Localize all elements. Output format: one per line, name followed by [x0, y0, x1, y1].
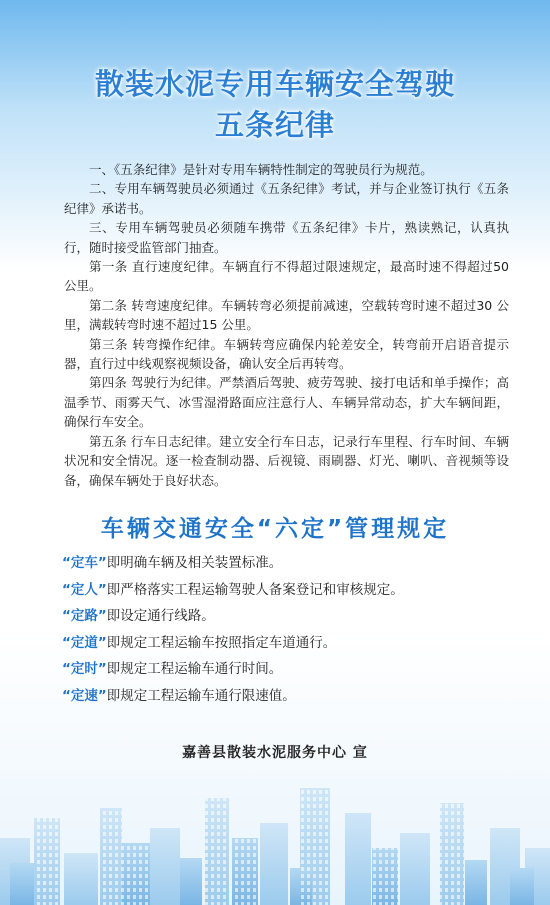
rule-text: 即严格落实工程运输驾驶人备案登记和审核规定。: [106, 581, 404, 598]
section-title: 车辆交通安全“六定”管理规定: [100, 516, 450, 542]
rule-text: 即明确车辆及相关装置标准。: [106, 555, 283, 571]
list-item: [62, 552, 502, 579]
list-item: [62, 658, 502, 685]
rule-key: “定车”: [62, 555, 107, 571]
rule-paragraph: 第三条 转弯操作纪律。车辆转弯应确保内轮差安全，转弯前开启语音提示器，直行过中线观察视频设备，确认安全后再转弯。: [64, 336, 509, 372]
rule-paragraph: 第四条 驾驶行为纪律。严禁酒后驾驶、疲劳驾驶、接打电话和单手操作；高温季节、雨雾天气、冰雪湿滑路面应注意行人、车辆异常动态，扩大车辆间距，确保行车安全。: [64, 375, 509, 430]
rule-key: “定时”: [62, 661, 107, 678]
rule-text: 即规定工程运输车按照指定车道通行。: [106, 634, 337, 651]
rule-paragraph: 第二条 转弯速度纪律。车辆转弯必须提前减速，空载转弯时速不超过30 公里，满载转弯时速不超过15 公里。: [64, 297, 509, 333]
list-item: [62, 685, 502, 712]
rule-key: “定道”: [62, 634, 107, 651]
rule-paragraph: 第五条 行车日志纪律。建立安全行车日志，记录行车里程、行车时间、车辆状况和安全情况。逐一检查制动器、后视镜、雨刷器、灯光、喇叭、音视频等设备，确保车辆处于良好状态。: [64, 433, 509, 488]
city-skyline-illustration: [0, 768, 550, 905]
list-item: [62, 579, 502, 606]
rule-text: 即规定工程运输车通行限速值。: [106, 687, 296, 704]
rule-key: “定路”: [62, 608, 107, 625]
list-item: [62, 605, 502, 632]
rule-paragraph: 二、专用车辆驾驶员必须通过《五条纪律》考试，并与企业签订执行《五条纪律》承诺书。: [64, 181, 509, 216]
list-item: [62, 632, 502, 659]
poster-title-line1: 散装水泥专用车辆安全驾驶: [94, 67, 455, 101]
rule-key: “定速”: [62, 687, 107, 704]
rule-text: 即设定通行线路。: [106, 608, 215, 625]
rule-paragraph: 第一条 直行速度纪律。车辆直行不得超过限速规定，最高时速不得超过50 公里。: [64, 259, 509, 294]
rule-text: 即规定工程运输车通行时间。: [106, 661, 283, 678]
rule-key: “定人”: [62, 581, 107, 598]
issuer-footer: 嘉善县散装水泥服务中心 宣: [182, 745, 368, 761]
six-rules-list: [62, 552, 502, 712]
rule-paragraph: 三、专用车辆驾驶员必须随车携带《五条纪律》卡片，熟读熟记，认真执行，随时接受监管部门抽查。: [64, 220, 509, 255]
poster-title-line2: 五条纪律: [214, 108, 335, 142]
discipline-rules: [64, 160, 509, 490]
rule-paragraph: 一、《五条纪律》是针对专用车辆特性制定的驾驶员行为规范。: [89, 162, 433, 177]
